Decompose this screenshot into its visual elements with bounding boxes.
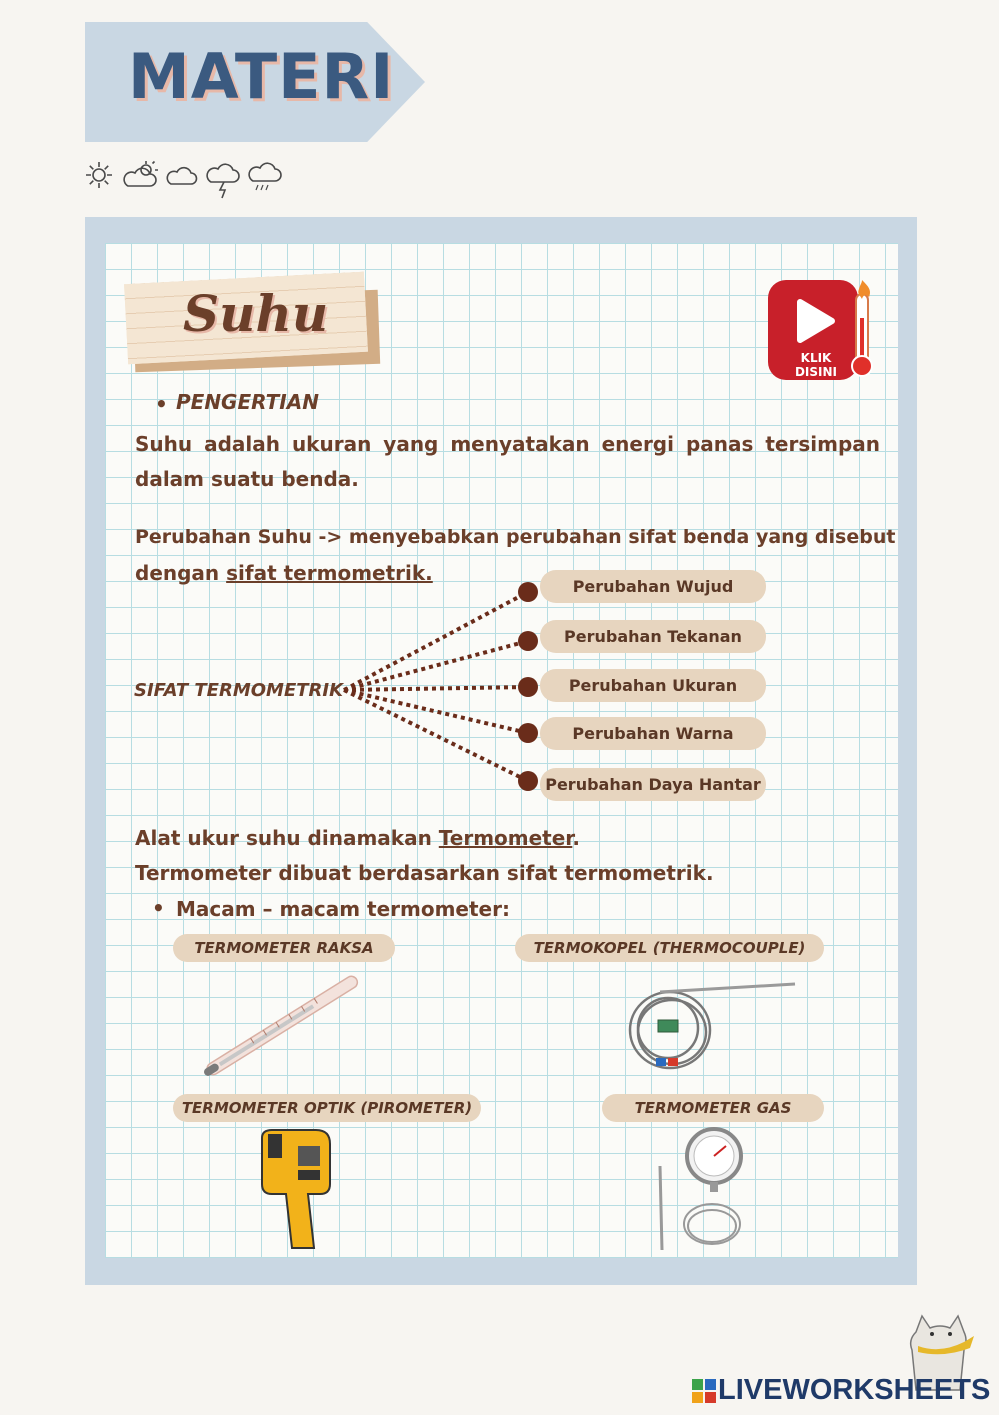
thermocouple-image [620,972,800,1076]
section-title: Suhu [183,284,329,343]
alat-ukur-text [135,821,580,856]
mercury-thermometer-image [190,968,375,1088]
bullet-pengertian: PENGERTIAN [176,390,319,414]
connector-dot-3 [518,677,538,697]
property-pill-ukuran: Perubahan Ukuran [540,669,766,702]
bullet-dot-1: • [155,392,168,416]
alat-ukur-prefix: Alat ukur suhu dinamakan [135,826,439,850]
gas-thermometer-image [648,1126,758,1254]
type-pill-optik: TERMOMETER OPTIK (PIROMETER) [173,1094,481,1122]
connector-dot-1 [518,582,538,602]
property-pill-wujud: Perubahan Wujud [540,570,766,603]
termometer-link: Termometer [438,826,573,850]
sifat-termometrik-link: sifat termometrik. [226,561,433,585]
page-title: MATERI [128,40,395,113]
liveworksheets-logo-text: LIVEWORKSHEETS [718,1374,991,1406]
connector-dot-2 [518,631,538,651]
connector-dot-4 [518,723,538,743]
play-button-label-2: DISINI [794,365,838,379]
pyrometer-image [258,1128,334,1252]
property-pill-warna: Perubahan Warna [540,717,766,750]
property-pill-daya-hantar: Perubahan Daya Hantar [540,768,766,801]
property-pill-tekanan: Perubahan Tekanan [540,620,766,653]
alat-ukur-suffix: . [572,826,580,850]
type-pill-gas: TERMOMETER GAS [602,1094,824,1122]
liveworksheets-logo-icon [692,1379,716,1403]
type-pill-termokopel: TERMOKOPEL (THERMOCOUPLE) [515,934,824,962]
connector-dot-5 [518,771,538,791]
play-button-label-1: KLIK [800,351,832,365]
termometer-dibuat-text: Termometer dibuat berdasarkan sifat termometrik. [135,861,714,885]
bullet-macam: Macam – macam termometer: [176,897,510,921]
type-pill-raksa: TERMOMETER RAKSA [173,934,395,962]
bullet-dot-2: • [152,896,165,920]
change-text-prefix: dengan [135,561,227,585]
change-text-line1: Perubahan Suhu -> menyebabkan perubahan sifat benda yang disebut [135,526,896,548]
diagram-root-label: SIFAT TERMOMETRIK [134,680,344,701]
definition-text: Suhu adalah ukuran yang menyatakan energi panas tersimpan dalam suatu benda. [135,432,880,491]
